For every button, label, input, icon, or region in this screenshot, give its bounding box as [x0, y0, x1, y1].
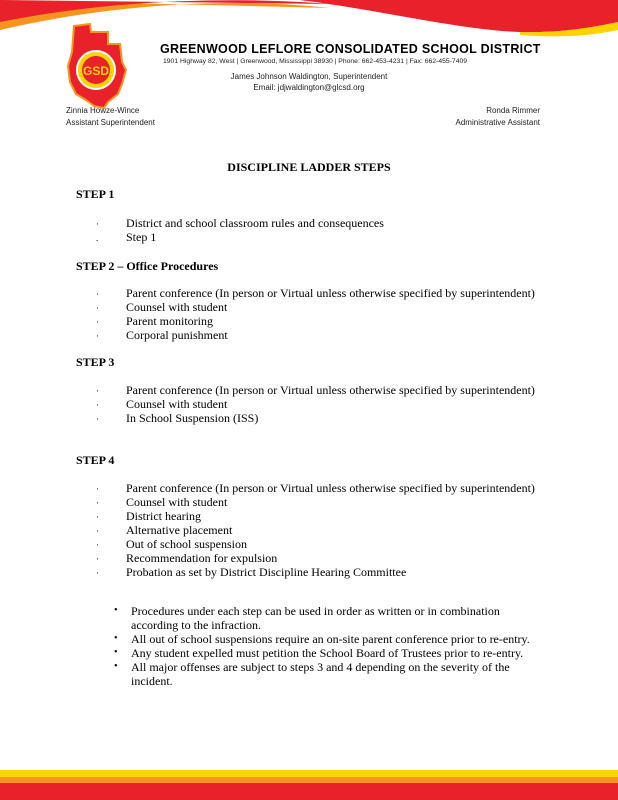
step-4-item	[96, 495, 227, 510]
staff-right	[456, 105, 540, 129]
step-2-item	[96, 328, 228, 343]
step-4-item-text: Alternative placement	[126, 523, 233, 537]
administrative-assistant-name: Ronda Rimmer	[486, 106, 540, 115]
note-item	[114, 660, 544, 688]
note-item	[114, 646, 544, 660]
district-logo	[60, 22, 130, 110]
administrative-assistant-title: Administrative Assistant	[455, 118, 540, 127]
step-4-item-text: Recommendation for expulsion	[126, 551, 278, 565]
step-3-item	[96, 397, 227, 412]
step-3-heading: STEP 3	[76, 355, 115, 369]
bullet-mark: ·	[96, 554, 99, 564]
bullet-mark: ·	[96, 386, 99, 396]
assistant-superintendent-name: Zinnia Howze-Wince	[66, 106, 140, 115]
bullet-mark: •	[114, 647, 118, 658]
assistant-superintendent-title: Assistant Superintendent	[66, 118, 155, 127]
staff-left	[66, 105, 155, 129]
bullet-mark: ·	[96, 219, 99, 229]
step-4-heading: STEP 4	[76, 453, 115, 467]
step-4-item	[96, 537, 247, 552]
step-3-item-text: In School Suspension (ISS)	[126, 411, 259, 425]
step-2-item	[96, 286, 535, 301]
step-2-item	[96, 314, 213, 329]
step-2-item-text: Counsel with student	[126, 300, 228, 314]
note-text: Procedures under each step can be used in order as written or in combination according to the infraction.	[131, 604, 500, 632]
step-1-item-text: Step 1	[126, 230, 157, 244]
bullet-mark: •	[114, 633, 118, 644]
step-3-item	[96, 411, 258, 426]
bullet-mark: ·	[96, 498, 99, 508]
step-4-item	[96, 509, 201, 524]
step-1-item	[96, 216, 384, 231]
note-item	[114, 604, 544, 632]
step-1-item-text: District and school classroom rules and consequences	[126, 216, 384, 230]
bullet-mark: ·	[96, 331, 99, 341]
bullet-mark: ·	[96, 540, 99, 550]
step-4-item-text: Counsel with student	[126, 495, 228, 509]
step-2-item-text: Parent monitoring	[126, 314, 213, 328]
superintendent-name: James Johnson Waldington, Superintendent	[230, 72, 388, 81]
superintendent-email: Email: jdjwaldington@glcsd.org	[253, 83, 365, 92]
bullet-mark: ·	[96, 317, 99, 327]
district-name: GREENWOOD LEFLORE CONSOLIDATED SCHOOL DISTRICT	[160, 42, 541, 56]
step-4-item-text: District hearing	[126, 509, 201, 523]
bullet-mark: •	[114, 661, 118, 672]
step-2-item-text: Parent conference (In person or Virtual unless otherwise specified by superintendent)	[126, 286, 535, 300]
bullet-mark: .	[96, 233, 99, 243]
step-3-item	[96, 383, 535, 398]
step-4-item-text: Probation as set by District Discipline Hearing Committee	[126, 565, 407, 579]
step-4-item	[96, 551, 277, 566]
note-text: All major offenses are subject to steps 3 and 4 depending on the severity of the incident.	[131, 660, 510, 688]
note-text: Any student expelled must petition the School Board of Trustees prior to re-entry.	[131, 646, 524, 660]
bullet-mark: ·	[96, 289, 99, 299]
step-4-item-text: Parent conference (In person or Virtual unless otherwise specified by superintendent)	[126, 481, 535, 495]
footer-band	[0, 770, 618, 800]
page-title: DISCIPLINE LADDER STEPS	[227, 160, 391, 174]
note-item	[114, 632, 544, 646]
step-4-item	[96, 565, 406, 580]
step-2-heading: STEP 2 – Office Procedures	[76, 259, 219, 273]
bullet-mark: ·	[96, 526, 99, 536]
logo-text: GSD	[82, 64, 110, 78]
bullet-mark: ·	[96, 400, 99, 410]
district-address: 1901 Highway 82, West | Greenwood, Mississippi 38930 | Phone: 662-453-4231 | Fax: 662-455-7409	[163, 58, 468, 65]
note-text: All out of school suspensions require an on-site parent conference prior to re-entry.	[131, 632, 530, 646]
bullet-mark: ·	[96, 568, 99, 578]
bullet-mark: ·	[96, 414, 99, 424]
bullet-mark: •	[114, 605, 118, 616]
step-2-item	[96, 300, 227, 315]
step-3-item-text: Parent conference (In person or Virtual unless otherwise specified by superintendent)	[126, 383, 535, 397]
step-3-item-text: Counsel with student	[126, 397, 228, 411]
step-1-item	[96, 230, 156, 245]
bullet-mark: ·	[96, 512, 99, 522]
step-2-item-text: Corporal punishment	[126, 328, 228, 342]
step-4-item	[96, 481, 535, 496]
bullet-mark: ·	[96, 484, 99, 494]
step-4-item-text: Out of school suspension	[126, 537, 247, 551]
step-1-heading: STEP 1	[76, 187, 115, 201]
bullet-mark: ·	[96, 303, 99, 313]
step-4-item	[96, 523, 232, 538]
